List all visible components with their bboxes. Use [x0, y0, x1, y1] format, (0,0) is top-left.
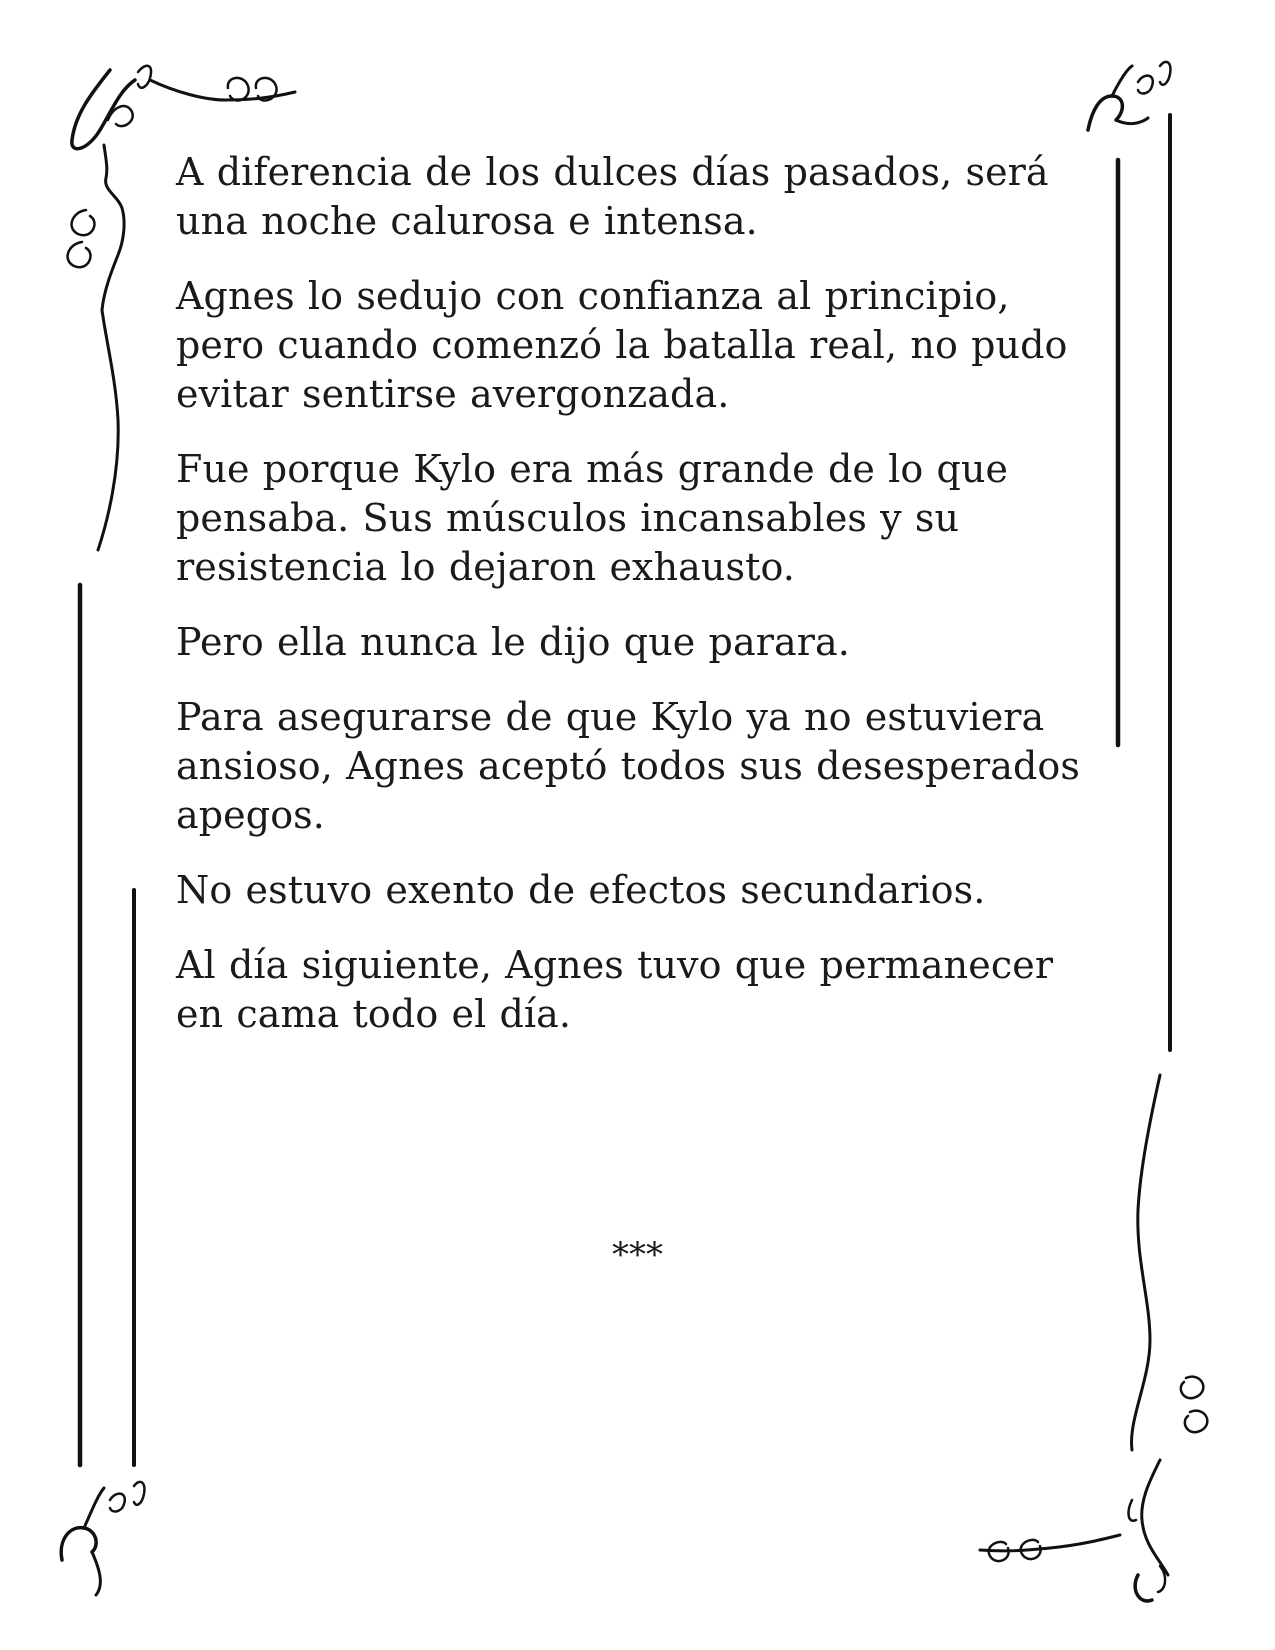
paragraph: A diferencia de los dulces días pasados, será una noche calurosa e intensa. — [176, 150, 1049, 243]
flourish-bottom-left-icon — [61, 1482, 144, 1595]
paragraph: Para asegurarse de que Kylo ya no estuviera ansioso, Agnes aceptó todos sus desesperados apegos. — [176, 695, 1081, 837]
paragraph: Agnes lo sedujo con confianza al principio, pero cuando comenzó la batalla real, no pudo evitar sentirse avergonzada. — [176, 274, 1068, 416]
chapter-text — [176, 148, 1106, 1065]
section-separator: *** — [612, 1235, 663, 1275]
paragraph: No estuvo exento de efectos secundarios. — [176, 868, 986, 912]
flourish-bottom-right-icon — [980, 1075, 1207, 1601]
paragraph: Al día siguiente, Agnes tuvo que permanecer en cama todo el día. — [176, 943, 1054, 1036]
paragraph: Pero ella nunca le dijo que parara. — [176, 620, 850, 664]
paragraph: Fue porque Kylo era más grande de lo que pensaba. Sus músculos incansables y su resistencia lo dejaron exhausto. — [176, 447, 1009, 589]
